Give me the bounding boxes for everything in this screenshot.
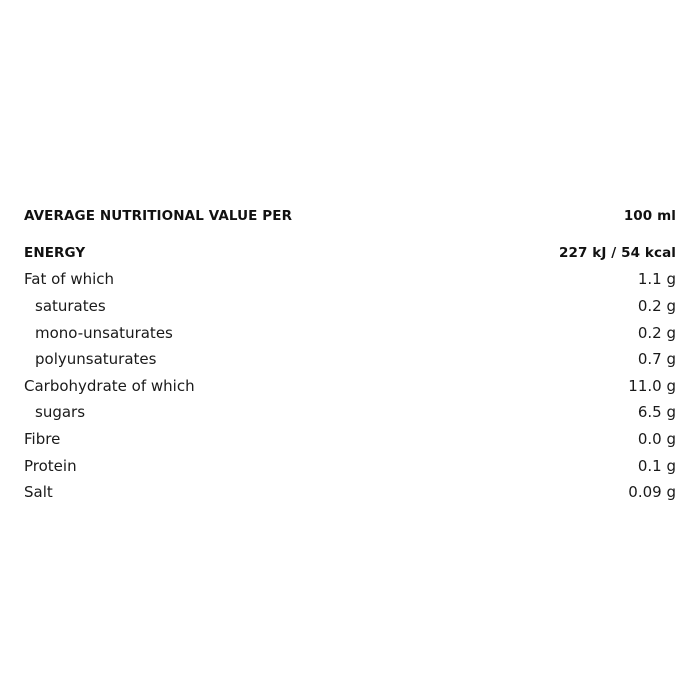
row-label: Salt [24,483,53,502]
header-label: AVERAGE NUTRITIONAL VALUE PER [24,208,293,225]
row-value: 11.0 g [628,376,676,395]
row-label: saturates [35,297,106,316]
energy-label: ENERGY [24,244,86,261]
table-row-fat [24,266,676,293]
row-value: 0.1 g [637,456,676,475]
row-value: 6.5 g [637,403,676,422]
row-value: 0.2 g [637,323,676,342]
table-row-sugars [24,399,676,426]
row-label: polyunsaturates [35,350,157,369]
row-label: mono-unsaturates [35,323,173,342]
row-value: 0.7 g [637,350,676,369]
table-row-fibre [24,426,676,453]
header-unit: 100 ml [623,208,676,225]
table-row-salt [24,479,676,506]
row-label: Fibre [24,430,61,449]
table-row-polyunsaturates [24,346,676,373]
table-row-carbohydrate [24,373,676,400]
table-header-row [24,203,676,230]
table-row-saturates [24,293,676,320]
row-value: 1.1 g [637,270,676,289]
nutrition-table [24,203,676,506]
row-label: Carbohydrate of which [24,376,195,395]
row-label: sugars [35,403,86,422]
row-label: Protein [24,456,77,475]
row-label: Fat of which [24,270,115,289]
energy-value: 227 kJ / 54 kcal [558,244,676,261]
row-value: 0.09 g [628,483,676,502]
row-value: 0.2 g [637,297,676,316]
table-row-mono-unsaturates [24,319,676,346]
table-row-protein [24,452,676,479]
row-value: 0.0 g [637,430,676,449]
energy-row [24,240,676,267]
